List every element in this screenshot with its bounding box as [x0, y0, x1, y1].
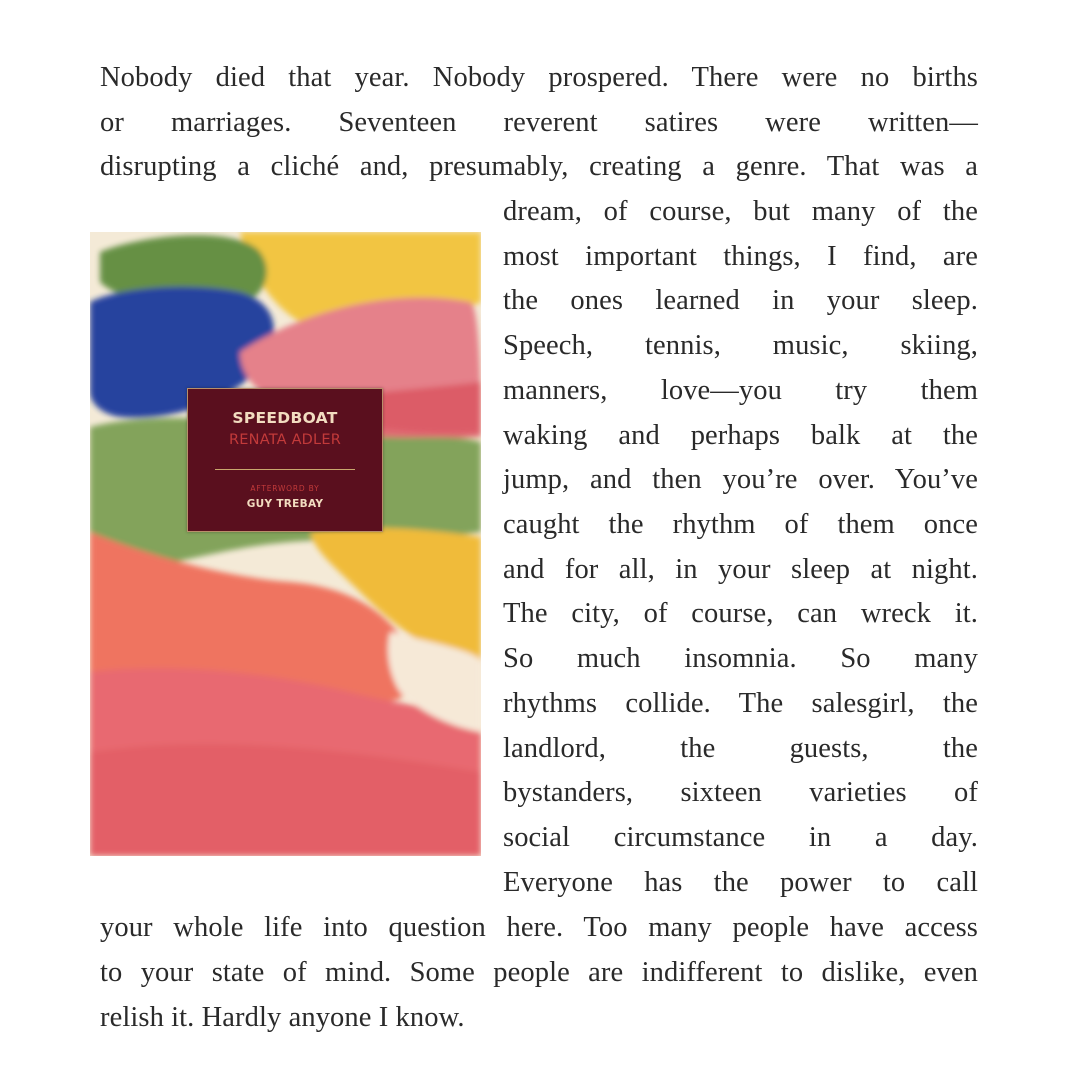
passage-line: bystanders, sixteen varieties of	[503, 777, 978, 808]
cover-title-label	[187, 388, 383, 532]
passage-line: or marriages. Seventeen reverent satires were written—	[100, 107, 978, 138]
passage-line: and for all, in your sleep at night.	[503, 554, 978, 585]
passage-line: relish it. Hardly anyone I know.	[100, 1002, 465, 1033]
passage-line: the ones learned in your sleep.	[503, 285, 978, 316]
cover-afterword-label: AFTERWORD BY	[250, 484, 320, 493]
cover-divider	[215, 469, 355, 470]
passage-line: Speech, tennis, music, skiing,	[503, 330, 978, 361]
passage-line: landlord, the guests, the	[503, 733, 978, 764]
passage-line: manners, love—you try them	[503, 375, 978, 406]
book-cover-image	[90, 232, 481, 856]
passage-line: most important things, I find, are	[503, 241, 978, 272]
passage-line: to your state of mind. Some people are indifferent to dislike, even	[100, 957, 978, 988]
cover-title: SPEEDBOAT	[232, 409, 338, 427]
passage-line: So much insomnia. So many	[503, 643, 978, 674]
watercolor-cover-art	[90, 232, 481, 856]
cover-author: RENATA ADLER	[229, 432, 341, 448]
passage-line: The city, of course, can wreck it.	[503, 598, 978, 629]
passage-line: jump, and then you’re over. You’ve	[503, 464, 978, 495]
passage-line: rhythms collide. The salesgirl, the	[503, 688, 978, 719]
passage-line: your whole life into question here. Too many people have access	[100, 912, 978, 943]
passage-line: Everyone has the power to call	[503, 867, 978, 898]
passage-line: dream, of course, but many of the	[503, 196, 978, 227]
passage-line: waking and perhaps balk at the	[503, 420, 978, 451]
passage-line: disrupting a cliché and, presumably, creating a genre. That was a	[100, 151, 978, 182]
passage-line: Nobody died that year. Nobody prospered. There were no births	[100, 62, 978, 93]
passage-line: caught the rhythm of them once	[503, 509, 978, 540]
cover-afterword-author: GUY TREBAY	[246, 498, 324, 510]
passage-line: social circumstance in a day.	[503, 822, 978, 853]
